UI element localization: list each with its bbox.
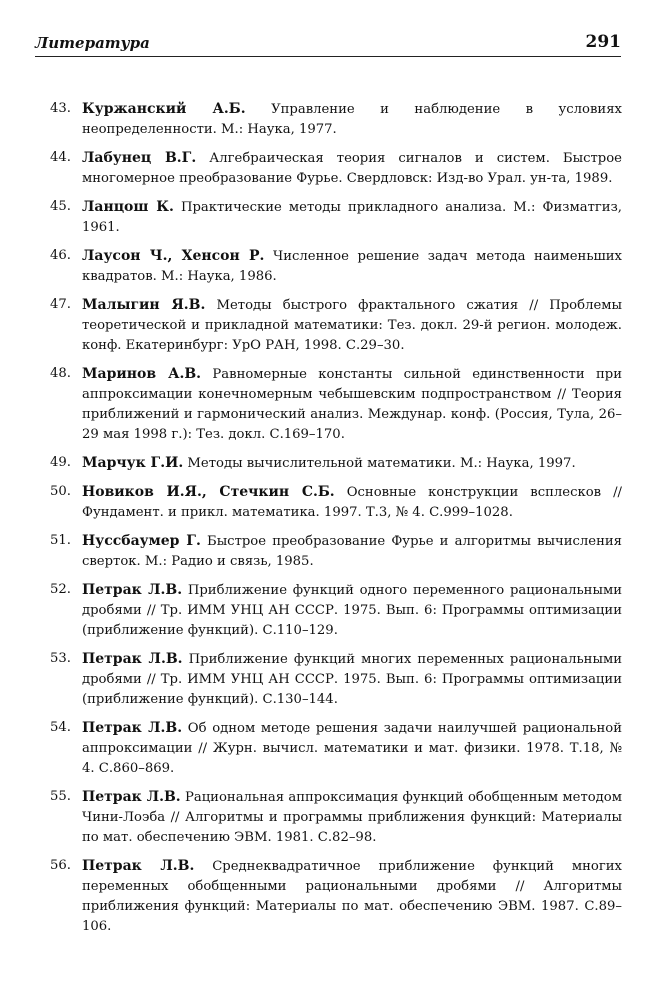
reference-text: Равномерные константы сильной единственности при аппроксимации конечномерным чебышевским подпространством // Теория приближений и гармонический анализ. Междунар. конф. (Россия, Тула, 26–29 мая 1998 г.): Тез. докл. С.169–170. <box>82 367 622 442</box>
reference-authors: Маринов А.В. <box>82 366 202 382</box>
reference-entry <box>50 197 622 238</box>
reference-text: Методы вычислительной математики. М.: Наука, 1997. <box>187 456 576 471</box>
reference-text: Численное решение задач метода наименьших квадратов. М.: Наука, 1986. <box>82 249 622 284</box>
reference-authors: Малыгин Я.В. <box>82 297 206 313</box>
reference-number: 52. <box>50 582 71 597</box>
reference-number: 46. <box>50 248 71 263</box>
reference-authors: Нуссбаумер Г. <box>82 533 201 549</box>
reference-authors: Петрак Л.В. <box>82 720 183 736</box>
reference-entry <box>50 99 622 140</box>
reference-text: Основные конструкции всплесков // Фундамент. и прикл. математика. 1997. Т.3, № 4. С.999–1028. <box>82 485 622 520</box>
reference-number: 48. <box>50 366 71 381</box>
reference-authors: Петрак Л.В. <box>82 858 195 874</box>
reference-number: 44. <box>50 150 71 165</box>
reference-authors: Лабунец В.Г. <box>82 150 197 166</box>
reference-entry <box>50 148 622 189</box>
reference-authors: Лаусон Ч., Хенсон Р. <box>82 248 265 264</box>
reference-entry <box>50 787 622 848</box>
page-number: 291 <box>585 32 621 52</box>
reference-text: Рациональная аппроксимация функций обобщенным методом Чини-Лоэба // Алгоритмы и программы приближения функций: Материалы по мат. обеспечению ЭВМ. 1981. С.82–98. <box>82 790 622 845</box>
reference-entry <box>50 482 622 523</box>
reference-entry <box>50 364 622 445</box>
reference-number: 50. <box>50 484 71 499</box>
reference-authors: Петрак Л.В. <box>82 582 183 598</box>
reference-text: Об одном методе решения задачи наилучшей рациональной аппроксимации // Журн. вычисл. математики и мат. физики. 1978. Т.18, № 4. С.860–869. <box>82 721 622 776</box>
reference-number: 54. <box>50 720 71 735</box>
reference-number: 53. <box>50 651 71 666</box>
reference-authors: Новиков И.Я., Стечкин С.Б. <box>82 484 335 500</box>
reference-number: 49. <box>50 455 71 470</box>
reference-number: 56. <box>50 858 71 873</box>
reference-authors: Петрак Л.В. <box>82 651 183 667</box>
reference-authors: Марчук Г.И. <box>82 455 184 471</box>
reference-text: Практические методы прикладного анализа. М.: Физматгиз, 1961. <box>82 200 622 235</box>
reference-text: Управление и наблюдение в условиях неопределенности. М.: Наука, 1977. <box>82 102 622 137</box>
reference-number: 43. <box>50 101 71 116</box>
reference-entry <box>50 531 622 572</box>
page-header <box>35 34 621 57</box>
reference-text: Алгебраическая теория сигналов и систем. Быстрое многомерное преобразование Фурье. Свердловск: Изд-во Урал. ун-та, 1989. <box>82 151 622 186</box>
reference-text: Приближение функций многих переменных рациональными дробями // Тр. ИММ УНЦ АН СССР. 1975. Вып. 6: Программы оптимизации (приближение функций). С.130–144. <box>82 652 622 707</box>
reference-text: Среднеквадратичное приближение функций многих переменных обобщенными рациональными дробями // Алгоритмы приближения функций: Материалы по мат. обеспечению ЭВМ. 1987. С.89–106. <box>82 859 622 934</box>
reference-authors: Петрак Л.В. <box>82 789 181 805</box>
running-title: Литература <box>35 34 150 52</box>
reference-entry <box>50 453 622 474</box>
reference-entry <box>50 856 622 937</box>
reference-entry <box>50 295 622 356</box>
reference-number: 45. <box>50 199 71 214</box>
reference-text: Быстрое преобразование Фурье и алгоритмы вычисления сверток. М.: Радио и связь, 1985. <box>82 534 622 569</box>
reference-list <box>50 99 622 945</box>
reference-entry <box>50 649 622 710</box>
reference-number: 47. <box>50 297 71 312</box>
reference-text: Методы быстрого фрактального сжатия // Проблемы теоретической и прикладной математики: Тез. докл. 29-й регион. молодеж. конф. Екатеринбург: УрО РАН, 1998. С.29–30. <box>82 298 623 353</box>
reference-authors: Куржанский А.Б. <box>82 101 246 117</box>
reference-entry <box>50 246 622 287</box>
reference-entry <box>50 580 622 641</box>
reference-authors: Ланцош К. <box>82 199 174 215</box>
reference-number: 51. <box>50 533 71 548</box>
reference-entry <box>50 718 622 779</box>
reference-text: Приближение функций одного переменного рациональными дробями // Тр. ИММ УНЦ АН СССР. 1975. Вып. 6: Программы оптимизации (приближение функций). С.110–129. <box>82 583 623 638</box>
reference-number: 55. <box>50 789 71 804</box>
